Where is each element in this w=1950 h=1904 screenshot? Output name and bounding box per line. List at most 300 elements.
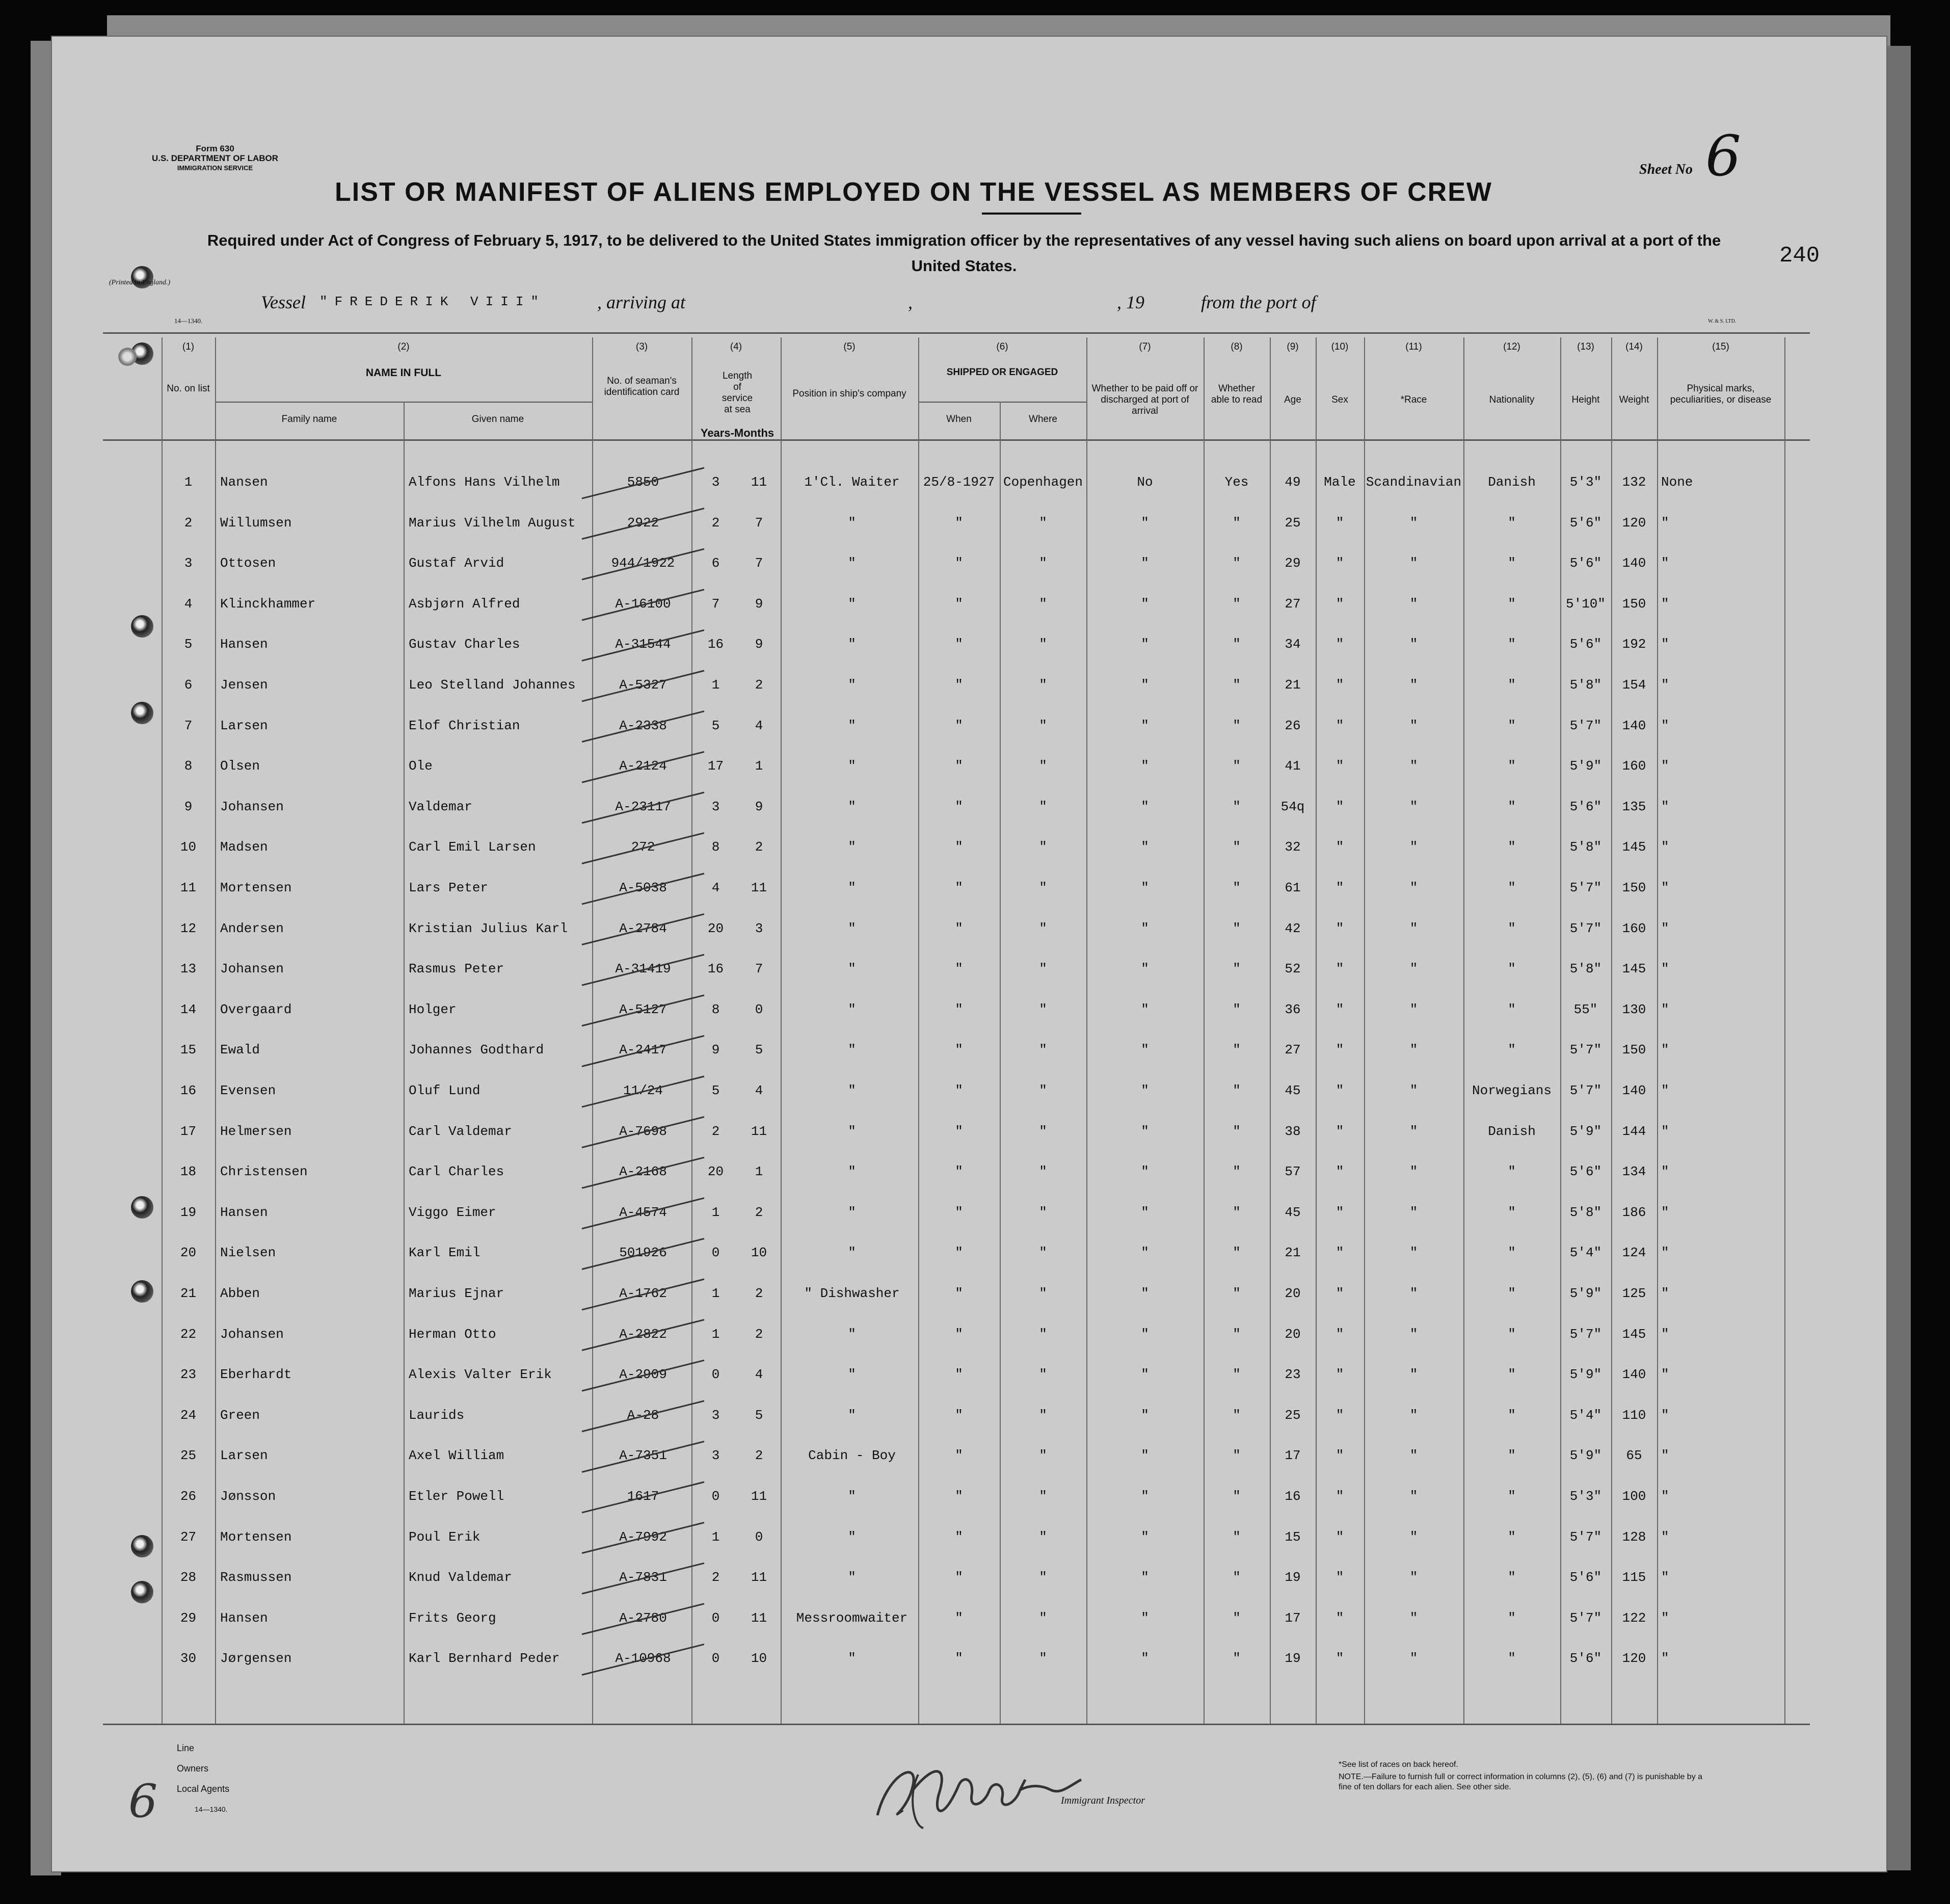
years-cell: 1 [711,677,720,693]
race-cell: " [1409,596,1418,612]
id-card-cell: A-23117 [615,799,671,814]
physical-marks-cell: None [1661,474,1693,490]
sex-cell: " [1335,799,1344,814]
position-cell: " [848,1083,856,1098]
pen-stroke [582,752,704,782]
able-read-cell: " [1233,758,1241,774]
given-name-cell: Carl Emil Larsen [409,839,536,855]
when-cell: " [955,1651,963,1666]
position-cell: " [848,1651,856,1666]
paid-off-cell: " [1141,1610,1149,1626]
col-number: (11) [1405,341,1422,352]
position-cell: " [848,1529,856,1545]
pen-stroke [582,874,704,904]
age-cell: 20 [1285,1327,1301,1342]
given-name-cell: Elof Christian [409,718,520,733]
physical-marks-cell: " [1661,1529,1669,1545]
nationality-cell: " [1508,839,1516,855]
pen-stroke [582,1157,704,1188]
given-name-cell: Etler Powell [409,1489,504,1504]
height-cell: 5'7" [1569,1042,1602,1057]
race-cell: " [1409,677,1418,693]
age-cell: 21 [1285,677,1301,693]
position-cell: " [848,677,856,693]
where-cell: " [1039,1083,1047,1098]
given-name-cell: Ole [409,758,433,774]
col-number: (8) [1231,341,1243,352]
race-cell: " [1409,1489,1418,1504]
family-name-cell: Hansen [220,1205,268,1220]
position-cell: " [848,799,856,814]
position-cell: " [848,880,856,895]
height-cell: 5'10" [1565,596,1606,612]
where-cell: " [1039,1205,1047,1220]
nationality-cell: " [1508,1245,1516,1260]
physical-marks-cell: " [1661,1083,1669,1098]
id-card-cell: A-2780 [619,1610,667,1626]
height-cell: 5'6" [1569,556,1602,571]
row-number: 14 [180,1002,197,1017]
given-name-cell: Karl Emil [409,1245,480,1260]
age-cell: 16 [1285,1489,1301,1504]
row-number: 21 [180,1286,197,1301]
position-cell: " Dishwasher [804,1286,900,1301]
pen-stroke [582,549,704,579]
position-cell: " [848,1042,856,1057]
years-cell: 3 [711,799,720,814]
position-cell: " [848,1367,856,1382]
given-name-cell: Asbjørn Alfred [409,596,520,612]
paid-off-cell: " [1141,1489,1149,1504]
family-name-cell: Eberhardt [220,1367,292,1382]
year-label: , 19 [1117,292,1144,312]
when-cell: " [955,1083,963,1098]
header-family-name: Family name [281,414,337,425]
height-cell: 5'9" [1569,758,1602,774]
paid-off-cell: No [1137,474,1153,490]
months-cell: 11 [751,1124,767,1139]
months-cell: 10 [751,1651,767,1666]
position-cell: " [848,758,856,774]
pen-stroke [582,1320,704,1351]
col-number: (10) [1331,341,1349,352]
sex-cell: " [1335,1651,1344,1666]
height-cell: 5'7" [1569,1529,1602,1545]
months-cell: 11 [751,1570,767,1585]
paid-off-cell: " [1141,1002,1149,1017]
pen-stroke [582,1198,704,1229]
months-cell: 5 [755,1408,763,1423]
physical-marks-cell: " [1661,1489,1669,1504]
where-cell: " [1039,1651,1047,1666]
age-cell: 25 [1285,1408,1301,1423]
when-cell: " [955,1042,963,1057]
given-name-cell: Carl Valdemar [409,1124,512,1139]
years-cell: 1 [711,1286,720,1301]
age-cell: 32 [1285,839,1301,855]
service-name: IMMIGRATION SERVICE [177,164,253,172]
race-cell: " [1409,758,1418,774]
years-cell: 8 [711,839,720,855]
position-cell: " [848,1570,856,1585]
able-read-cell: " [1233,515,1241,531]
weight-cell: 135 [1622,799,1646,814]
id-card-cell: A-31419 [615,961,671,976]
sex-cell: " [1335,1489,1344,1504]
physical-marks-cell: " [1661,1042,1669,1057]
able-read-cell: " [1233,1164,1241,1179]
race-note: *See list of races on back hereof. [1339,1760,1458,1769]
where-cell: " [1039,1327,1047,1342]
where-cell: " [1039,1042,1047,1057]
col-number: (2) [397,341,410,352]
id-card-cell: A-2168 [619,1164,667,1179]
family-name-cell: Ottosen [220,556,276,571]
footer-print-code: 14—1340. [195,1805,228,1813]
weight-cell: 134 [1622,1164,1646,1179]
arriving-label: , arriving at [597,292,686,312]
pen-stroke [582,995,704,1026]
row-number: 5 [184,637,193,652]
nationality-cell: " [1508,1042,1516,1057]
department-name: U.S. DEPARTMENT OF LABOR [151,153,279,163]
pen-stroke [582,955,704,985]
age-cell: 25 [1285,515,1301,531]
family-name-cell: Abben [220,1286,260,1301]
where-cell: " [1039,1448,1047,1463]
when-cell: " [955,1610,963,1626]
sex-cell: " [1335,1245,1344,1260]
able-read-cell: " [1233,1205,1241,1220]
family-name-cell: Madsen [220,839,268,855]
position-cell: " [848,515,856,531]
sex-cell: " [1335,1367,1344,1382]
paid-off-cell: " [1141,1245,1149,1260]
physical-marks-cell: " [1661,1610,1669,1626]
position-cell: " [848,1164,856,1179]
when-cell: " [955,515,963,531]
row-number: 1 [184,474,193,490]
family-name-cell: Jønsson [220,1489,276,1504]
physical-marks-cell: " [1661,1205,1669,1220]
header-physical: Physical marks, peculiarities, or disease [1670,383,1772,405]
pen-stroke [582,1441,704,1472]
when-cell: " [955,1164,963,1179]
header-given-name: Given name [471,414,524,425]
nationality-cell: " [1508,1489,1516,1504]
weight-cell: 144 [1622,1124,1646,1139]
height-cell: 5'4" [1569,1245,1602,1260]
height-cell: 5'9" [1569,1367,1602,1382]
months-cell: 4 [755,1367,763,1382]
months-cell: 2 [755,1327,763,1342]
given-name-cell: Alfons Hans Vilhelm [409,474,560,490]
row-number: 4 [184,596,193,612]
family-name-cell: Evensen [220,1083,276,1098]
paid-off-cell: " [1141,1448,1149,1463]
able-read-cell: " [1233,1367,1241,1382]
header-where: Where [1029,414,1057,425]
pen-stroke [582,1523,704,1553]
when-cell: " [955,1529,963,1545]
when-cell: " [955,1327,963,1342]
age-cell: 45 [1285,1083,1301,1098]
family-name-cell: Johansen [220,799,284,814]
position-cell: " [848,961,856,976]
when-cell: " [955,677,963,693]
pen-stroke [582,711,704,742]
months-cell: 3 [755,921,763,936]
able-read-cell: " [1233,1042,1241,1057]
where-cell: " [1039,799,1047,814]
years-cell: 9 [711,1042,720,1057]
physical-marks-cell: " [1661,515,1669,531]
where-cell: " [1039,1408,1047,1423]
months-cell: 4 [755,718,763,733]
row-number: 11 [180,880,197,895]
height-cell: 5'6" [1569,799,1602,814]
nationality-cell: " [1508,1286,1516,1301]
age-cell: 21 [1285,1245,1301,1260]
family-name-cell: Ewald [220,1042,260,1057]
family-name-cell: Larsen [220,1448,268,1463]
months-cell: 10 [751,1245,767,1260]
sex-cell: " [1335,961,1344,976]
months-cell: 2 [755,839,763,855]
header-length-service: Length of service at sea [722,371,753,415]
where-cell: " [1039,596,1047,612]
weight-cell: 160 [1622,921,1646,936]
header-sex: Sex [1331,394,1348,405]
position-cell: Messroomwaiter [796,1610,908,1626]
header-nationality: Nationality [1489,394,1535,405]
months-cell: 1 [755,1164,763,1179]
weight-cell: 120 [1622,515,1646,531]
id-card-cell: 944/1922 [611,556,675,571]
race-cell: " [1409,799,1418,814]
years-cell: 0 [711,1651,720,1666]
weight-cell: 150 [1622,880,1646,895]
family-name-cell: Jørgensen [220,1651,292,1666]
years-cell: 20 [707,1164,724,1179]
race-cell: " [1409,1164,1418,1179]
years-cell: 0 [711,1367,720,1382]
col-number: (13) [1577,341,1594,352]
able-read-cell: " [1233,1610,1241,1626]
where-cell: " [1039,880,1047,895]
physical-marks-cell: " [1661,1570,1669,1585]
when-cell: " [955,1124,963,1139]
id-card-cell: A-7698 [619,1124,667,1139]
when-cell: " [955,961,963,976]
penalty-note: NOTE.—Failure to furnish full or correct information in columns (2), (5), (6) and (7) is punishable by a fine of ten dollars for each alien. See other side. [1339,1773,1703,1791]
header-position: Position in ship's company [792,388,906,399]
family-name-cell: Hansen [220,637,268,652]
vessel-label: Vessel [261,292,306,312]
family-name-cell: Hansen [220,1610,268,1626]
paid-off-cell: " [1141,1651,1149,1666]
given-name-cell: Laurids [409,1408,465,1423]
family-name-cell: Nielsen [220,1245,276,1260]
nationality-cell: " [1508,758,1516,774]
header-height: Height [1571,394,1600,405]
physical-marks-cell: " [1661,1448,1669,1463]
given-name-cell: Viggo Eimer [409,1205,496,1220]
pen-stroke [582,1563,704,1594]
weight-cell: 140 [1622,718,1646,733]
age-cell: 19 [1285,1651,1301,1666]
nationality-cell: " [1508,880,1516,895]
footer-agents-label: Local Agents [177,1784,230,1794]
able-read-cell: " [1233,1245,1241,1260]
race-cell: " [1409,1042,1418,1057]
height-cell: 5'6" [1569,637,1602,652]
row-number: 3 [184,556,193,571]
race-cell: " [1409,839,1418,855]
sex-cell: " [1335,1042,1344,1057]
years-cell: 2 [711,1124,720,1139]
physical-marks-cell: " [1661,839,1669,855]
age-cell: 20 [1285,1286,1301,1301]
able-read-cell: " [1233,1327,1241,1342]
position-cell: " [848,556,856,571]
printer-code: W. & S. LTD. [1708,319,1737,324]
nationality-cell: " [1508,1002,1516,1017]
nationality-cell: " [1508,1367,1516,1382]
pen-stroke [582,1644,704,1675]
physical-marks-cell: " [1661,961,1669,976]
paid-off-cell: " [1141,637,1149,652]
height-cell: 5'9" [1569,1448,1602,1463]
weight-cell: 140 [1622,1367,1646,1382]
nationality-cell: " [1508,637,1516,652]
row-number: 17 [180,1124,197,1139]
from-port-label: from the port of [1201,292,1316,312]
height-cell: 5'3" [1569,1489,1602,1504]
able-read-cell: " [1233,677,1241,693]
when-cell: " [955,758,963,774]
col-number: (3) [635,341,648,352]
race-cell: " [1409,1124,1418,1139]
nationality-cell: Danish [1488,1124,1536,1139]
sex-cell: " [1335,1002,1344,1017]
weight-cell: 115 [1622,1570,1646,1585]
age-cell: 27 [1285,596,1301,612]
able-read-cell: " [1233,1408,1241,1423]
row-number: 28 [180,1570,197,1585]
paid-off-cell: " [1141,1408,1149,1423]
height-cell: 5'9" [1569,1286,1602,1301]
given-name-cell: Rasmus Peter [409,961,504,976]
inspector-signature [857,1754,1102,1831]
pen-stroke [582,1360,704,1391]
physical-marks-cell: " [1661,1408,1669,1423]
header-name-in-full: NAME IN FULL [365,367,442,379]
paid-off-cell: " [1141,1042,1149,1057]
id-card-cell: A-16100 [615,596,671,612]
pen-stroke [582,1117,704,1148]
nationality-cell: " [1508,1529,1516,1545]
position-cell: Cabin - Boy [808,1448,896,1463]
col-number: (7) [1139,341,1151,352]
nationality-cell: " [1508,1651,1516,1666]
where-cell: " [1039,1286,1047,1301]
sex-cell: " [1335,1327,1344,1342]
years-cell: 2 [711,515,720,531]
given-name-cell: Carl Charles [409,1164,504,1179]
weight-cell: 145 [1622,1327,1646,1342]
sex-cell: " [1335,1124,1344,1139]
footer-line-label: Line [177,1743,195,1753]
paid-off-cell: " [1141,515,1149,531]
id-card-cell: A-2417 [619,1042,667,1057]
where-cell: Copenhagen [1003,474,1083,490]
race-cell: " [1409,515,1418,531]
when-cell: " [955,1205,963,1220]
pen-stroke [582,590,704,620]
family-name-cell: Mortensen [220,1529,292,1545]
row-number: 24 [180,1408,197,1423]
given-name-cell: Frits Georg [409,1610,496,1626]
age-cell: 17 [1285,1610,1301,1626]
able-read-cell: " [1233,1651,1241,1666]
pen-stroke [582,914,704,945]
able-read-cell: " [1233,1529,1241,1545]
position-cell: " [848,1205,856,1220]
pen-stroke [582,630,704,660]
able-read-cell: " [1233,1570,1241,1585]
paid-off-cell: " [1141,1205,1149,1220]
sex-cell: " [1335,1570,1344,1585]
id-card-cell: A-2338 [619,718,667,733]
family-name-cell: Mortensen [220,880,292,895]
weight-cell: 128 [1622,1529,1646,1545]
race-cell: " [1409,1205,1418,1220]
weight-cell: 150 [1622,596,1646,612]
given-name-cell: Marius Vilhelm August [409,515,576,531]
when-cell: " [955,1448,963,1463]
header-weight: Weight [1619,394,1649,405]
header-when: When [946,414,972,425]
sex-cell: " [1335,515,1344,531]
position-cell: " [848,921,856,936]
nationality-cell: " [1508,1164,1516,1179]
given-name-cell: Marius Ejnar [409,1286,504,1301]
race-cell: " [1409,1610,1418,1626]
height-cell: 5'7" [1569,1083,1602,1098]
stamp-number: 240 [1779,243,1820,269]
age-cell: 36 [1285,1002,1301,1017]
when-cell: " [955,799,963,814]
height-cell: 5'8" [1569,1205,1602,1220]
physical-marks-cell: " [1661,637,1669,652]
sex-cell: " [1335,1164,1344,1179]
where-cell: " [1039,961,1047,976]
years-cell: 6 [711,556,720,571]
paid-off-cell: " [1141,1327,1149,1342]
race-cell: " [1409,1083,1418,1098]
where-cell: " [1039,758,1047,774]
position-cell: " [848,1002,856,1017]
nationality-cell: Norwegians [1472,1083,1552,1098]
able-read-cell: " [1233,718,1241,733]
row-number: 18 [180,1164,197,1179]
given-name-cell: Lars Peter [409,880,489,895]
sex-cell: " [1335,880,1344,895]
family-name-cell: Johansen [220,961,284,976]
paid-off-cell: " [1141,1529,1149,1545]
months-cell: 9 [755,637,763,652]
